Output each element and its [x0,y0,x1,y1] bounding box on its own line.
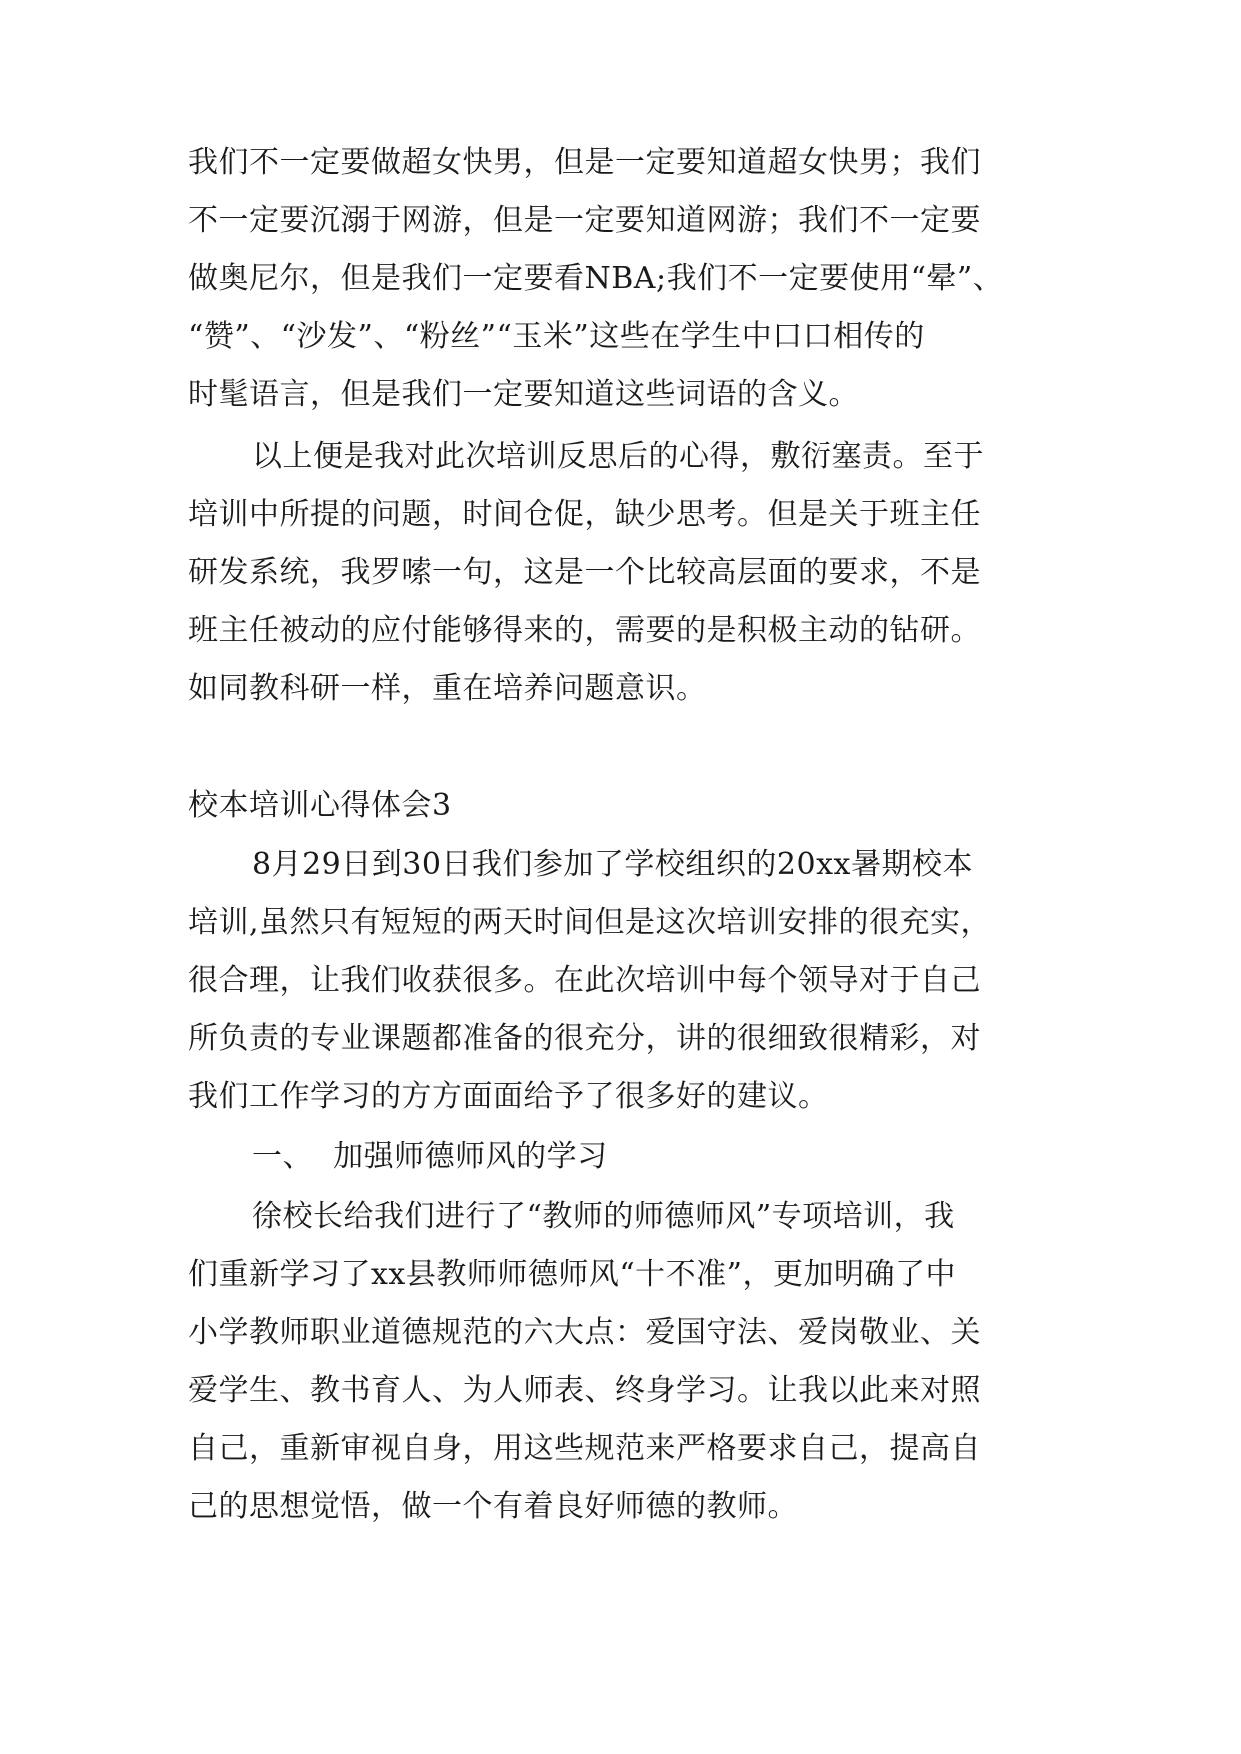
subheading: 一、 加强师德师风的学习 [252,1139,608,1174]
paragraph-line: 爱学生、教书育人、为人师表、终身学习。让我以此来对照 [188,1373,981,1408]
paragraph-line: 很合理，让我们收获很多。在此次培训中每个领导对于自己 [188,963,981,998]
paragraph-line: 培训,虽然只有短短的两天时间但是这次培训安排的很充实， [188,905,992,940]
paragraph-line: 如同教科研一样，重在培养问题意识。 [188,671,707,706]
paragraph-line: 不一定要沉溺于网游，但是一定要知道网游；我们不一定要 [188,203,981,238]
paragraph-line: 徐校长给我们进行了“教师的师德师风”专项培训，我 [252,1199,955,1234]
paragraph-line: 做奥尼尔，但是我们一定要看NBA;我们不一定要使用“晕”、 [188,261,1004,296]
paragraph-line: 研发系统，我罗嗦一句，这是一个比较高层面的要求，不是 [188,555,981,590]
paragraph-line: 我们不一定要做超女快男，但是一定要知道超女快男；我们 [188,145,981,180]
paragraph-line: 小学教师职业道德规范的六大点：爱国守法、爱岗敬业、关 [188,1315,981,1350]
paragraph-line: 自己，重新审视自身，用这些规范来严格要求自己，提高自 [188,1431,981,1466]
section-title: 校本培训心得体会3 [188,788,452,823]
paragraph-line: 己的思想觉悟，做一个有着良好师德的教师。 [188,1489,798,1524]
paragraph-line: 时髦语言，但是我们一定要知道这些词语的含义。 [188,377,859,412]
paragraph-line: 我们工作学习的方方面面给予了很多好的建议。 [188,1079,829,1114]
paragraph-line: 班主任被动的应付能够得来的，需要的是积极主动的钻研。 [188,613,981,648]
paragraph-line: 所负责的专业课题都准备的很充分，讲的很细致很精彩，对 [188,1021,981,1056]
paragraph-line: 8月29日到30日我们参加了学校组织的20xx暑期校本 [252,847,973,882]
paragraph-line: “赞”、“沙发”、“粉丝”“玉米”这些在学生中口口相传的 [188,319,925,354]
paragraph-line: 们重新学习了xx县教师师德师风“十不准”，更加明确了中 [188,1257,957,1292]
paragraph-line: 以上便是我对此次培训反思后的心得，敷衍塞责。至于 [252,439,984,474]
paragraph-line: 培训中所提的问题，时间仓促，缺少思考。但是关于班主任 [188,497,981,532]
